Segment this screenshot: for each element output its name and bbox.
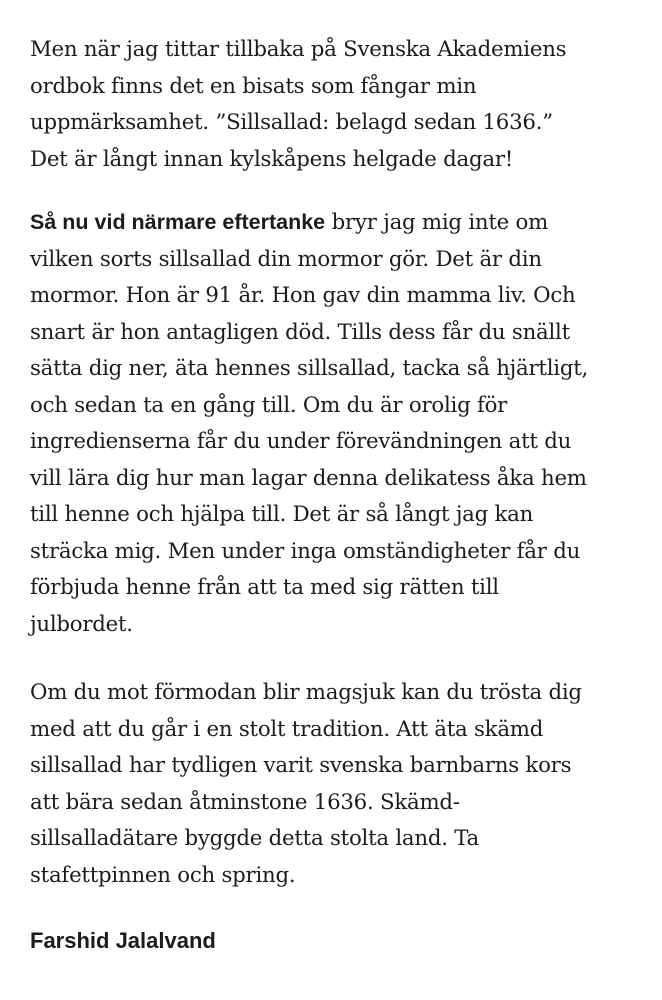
- paragraph-2: [30, 204, 646, 643]
- text-line: förbjuda henne från att ta med sig rätten till: [30, 575, 499, 600]
- paragraph-3: [30, 675, 646, 894]
- text-line: sillsalladätare byggde detta stolta land. Ta: [30, 826, 479, 851]
- text-line: Men när jag tittar tillbaka på Svenska Akademiens: [30, 37, 567, 62]
- text-line: Det är långt innan kylskåpens helgade dagar!: [30, 146, 514, 172]
- paragraph-1: [30, 32, 646, 178]
- text-line: med att du går i en stolt tradition. Att äta skämd: [30, 716, 544, 742]
- text-line-rest: bryr jag mig inte om: [325, 210, 549, 235]
- text-line: ordbok finns det en bisats som fångar min: [30, 73, 477, 99]
- text-line: julbordet.: [30, 611, 133, 637]
- text-line: sätta dig ner, äta hennes sillsallad, tacka så hjärtligt,: [30, 356, 589, 381]
- bold-lead-in: Så nu vid närmare eftertanke: [30, 210, 326, 234]
- text-line: vill lära dig hur man lagar denna delikatess åka hem: [30, 465, 587, 491]
- text-line: sillsallad har tydligen varit svenska barnbarns kors: [30, 753, 572, 778]
- text-line: stafettpinnen och spring.: [30, 862, 296, 888]
- text-line: [30, 204, 646, 242]
- text-line: sträcka mig. Men under inga omständigheter får du: [30, 538, 581, 564]
- text-line: snart är hon antagligen död. Tills dess får du snällt: [30, 319, 570, 345]
- text-line: ingredienserna får du under förevändningen att du: [30, 429, 572, 454]
- text-line: att bära sedan åtminstone 1636. Skämd-: [30, 789, 460, 815]
- text-line: till henne och hjälpa till. Det är så långt jag kan: [30, 502, 534, 527]
- author-byline: Farshid Jalalvand: [30, 928, 216, 953]
- text-line: Om du mot förmodan blir magsjuk kan du trösta dig: [30, 680, 582, 705]
- text-line: och sedan ta en gång till. Om du är orolig för: [30, 392, 508, 418]
- text-line: uppmärksamhet. ”Sillsallad: belagd sedan 1636.”: [30, 110, 553, 135]
- text-line: vilken sorts sillsallad din mormor gör. Det är din: [30, 246, 542, 272]
- text-line: mormor. Hon är 91 år. Hon gav din mamma liv. Och: [30, 283, 576, 308]
